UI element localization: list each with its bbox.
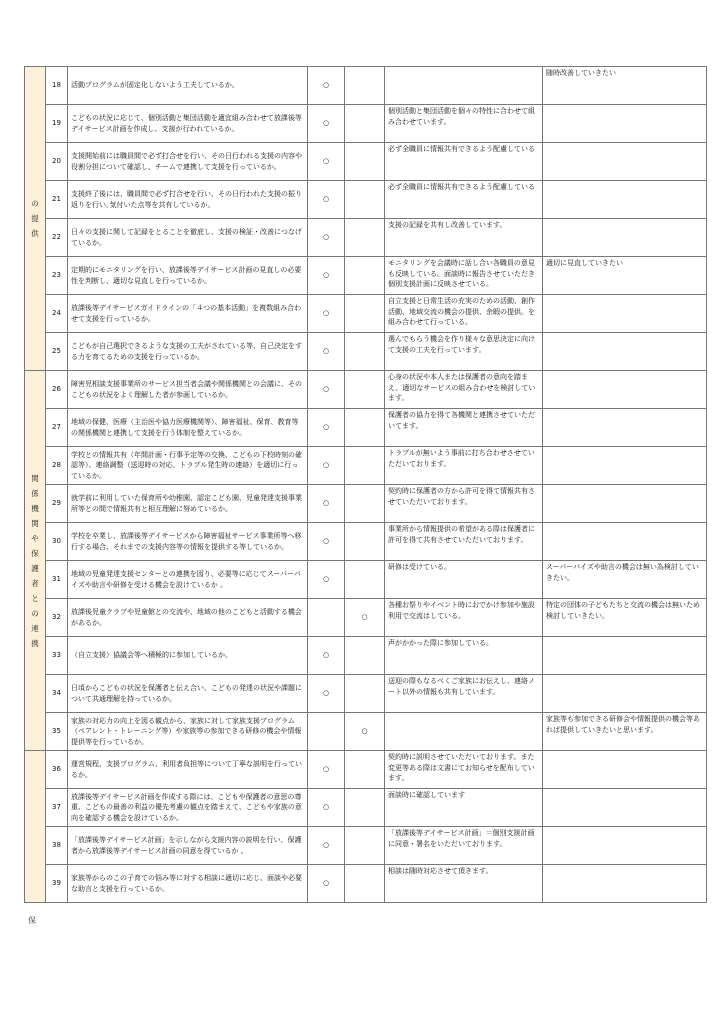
item-text: こどもが自己選択できるような支援の工夫がされている等、自己決定をする力を育てるための支援を行っているか。: [68, 333, 308, 371]
status-note: 必ず全職員に情報共有できるよう配慮している: [385, 181, 543, 219]
no-mark: ○: [345, 713, 385, 751]
status-note: 送迎の際もなるべくご家族にお伝えし、連絡ノート以外の情報も共有しています。: [385, 675, 543, 713]
improvement-note: [543, 485, 707, 523]
improvement-note: [543, 523, 707, 561]
item-text: 家族の対応力の向上を図る観点から、家族に対して家族支援プログラム（ペアレント・トレーニング等）や家族等の参加できる研修の機会や情報提供等を行っているか。: [68, 713, 308, 751]
row-number: 36: [46, 751, 68, 789]
yes-mark: ○: [308, 865, 345, 903]
category-cell-top: [25, 67, 46, 371]
table-row: [25, 637, 707, 675]
table-body: [25, 67, 707, 903]
category-fragment-bottom: 保: [28, 916, 36, 925]
item-text: 地域の児童発達支援センターとの連携を図り、必要等に応じてスーパーバイズや助言や研修を受ける機会を設けているか 。: [68, 561, 308, 599]
category-label: 関係機関や保護者との連携: [31, 473, 39, 648]
yes-mark: [308, 599, 345, 637]
status-note: 個別活動と集団活動を個々の特性に合わせて組み合わせています。: [385, 105, 543, 143]
improvement-note: [543, 827, 707, 865]
item-text: 日々の支援に関して記録をとることを徹底し、支援の検証・改善につなげているか。: [68, 219, 308, 257]
yes-mark: ○: [308, 637, 345, 675]
table-row: [25, 371, 707, 409]
category-cell-middle: [25, 371, 46, 751]
improvement-note: [543, 295, 707, 333]
status-note: 選んでもらう機会を作り様々な意思決定に向けて支援の工夫を行っています。: [385, 333, 543, 371]
table-row: [25, 599, 707, 637]
status-note: 保護者の協力を得て各機関と連携させていただいてます。: [385, 409, 543, 447]
item-text: 放課後等デイサービスガイドラインの「４つの基本活動」を複数組み合わせて支援を行っているか。: [68, 295, 308, 333]
improvement-note: [543, 143, 707, 181]
status-note: 契約時に説明させていただいております。また変更等ある際は文書にてお知らせを配布しています。: [385, 751, 543, 789]
row-number: 30: [46, 523, 68, 561]
row-number: 39: [46, 865, 68, 903]
item-text: 学校を卒業し、放課後等デイサービスから障害福祉サービス事業所等へ移行する場合、それまでの支援内容等の情報を提供する等しているか。: [68, 523, 308, 561]
improvement-note: [543, 789, 707, 827]
category-cell-bottom: [25, 751, 46, 903]
no-mark: [345, 865, 385, 903]
improvement-note: [543, 865, 707, 903]
improvement-note: 随時改善していきたい: [543, 67, 707, 105]
table-row: [25, 827, 707, 865]
yes-mark: ○: [308, 181, 345, 219]
status-note: 支援の記録を共有し改善しています。: [385, 219, 543, 257]
table-row: [25, 713, 707, 751]
row-number: 32: [46, 599, 68, 637]
item-text: 障害児相談支援事業所のサービス担当者会議や関係機関との会議に、そのこどもの状況をよく理解した者が参画しているか。: [68, 371, 308, 409]
improvement-note: [543, 409, 707, 447]
yes-mark: ○: [308, 789, 345, 827]
status-note: [385, 67, 543, 105]
improvement-note: [543, 447, 707, 485]
improvement-note: [543, 105, 707, 143]
no-mark: [345, 67, 385, 105]
table-row: [25, 67, 707, 105]
row-number: 23: [46, 257, 68, 295]
improvement-note: [543, 751, 707, 789]
row-number: 35: [46, 713, 68, 751]
no-mark: [345, 561, 385, 599]
item-text: （自立支援）協議会等へ積極的に参加しているか。: [68, 637, 308, 675]
yes-mark: ○: [308, 447, 345, 485]
table-row: [25, 447, 707, 485]
row-number: 33: [46, 637, 68, 675]
table-row: [25, 333, 707, 371]
status-note: 相談は随時対応させて頂きます。: [385, 865, 543, 903]
no-mark: [345, 371, 385, 409]
yes-mark: ○: [308, 257, 345, 295]
yes-mark: [308, 713, 345, 751]
improvement-note: [543, 219, 707, 257]
table-row: [25, 485, 707, 523]
table-row: [25, 257, 707, 295]
item-text: 放課後児童クラブや児童館との交流や、地域の他のこどもと活動する機会があるか。: [68, 599, 308, 637]
status-note: 声がかかった際に参加している。: [385, 637, 543, 675]
item-text: 運営規程、支援プログラム、利用者負担等について丁寧な説明を行っているか。: [68, 751, 308, 789]
yes-mark: ○: [308, 827, 345, 865]
yes-mark: ○: [308, 523, 345, 561]
category-label: の提供: [31, 199, 39, 238]
no-mark: [345, 637, 385, 675]
improvement-note: 特定の団体の子どもたちと交流の機会は無いため検討していきたい。: [543, 599, 707, 637]
yes-mark: ○: [308, 105, 345, 143]
item-text: 支援開始前には職員間で必ず打合せを行い、その日行われる支援の内容や役割分担について確認し、チームで連携して支援を行っているか。: [68, 143, 308, 181]
status-note: 面談時に確認しています: [385, 789, 543, 827]
table-row: [25, 561, 707, 599]
item-text: こどもの状況に応じて、個別活動と集団活動を適宜組み合わせて放課後等デイサービス計画を作成し、支援が行われているか。: [68, 105, 308, 143]
no-mark: [345, 827, 385, 865]
yes-mark: ○: [308, 409, 345, 447]
item-text: 地域の保健、医療（主治医や協力医療機関等）、障害福祉、保育、教育等の関係機関と連携して支援を行う体制を整えているか。: [68, 409, 308, 447]
yes-mark: ○: [308, 295, 345, 333]
item-text: 支援終了後には、職員間で必ず打合せを行い、その日行われた支援の振り返りを行い､気付いた点等を共有しているか。: [68, 181, 308, 219]
status-note: 契約時に保護者の方から許可を得て情報共有させていただいております。: [385, 485, 543, 523]
no-mark: [345, 295, 385, 333]
table-row: [25, 675, 707, 713]
table-row: [25, 409, 707, 447]
improvement-note: スーパーバイズや助言の機会は無い為検討していきたい。: [543, 561, 707, 599]
status-note: 研修は受けている。: [385, 561, 543, 599]
status-note: 事業所から情報提供の希望がある際は保護者に許可を得て共有させていただいております。: [385, 523, 543, 561]
row-number: 24: [46, 295, 68, 333]
item-text: 学校との情報共有（年間計画・行事予定等の交換、こどもの下校時刻の確認等）、連絡調整（送迎時の対応、トラブル発生時の連絡）を適切に行っているか。: [68, 447, 308, 485]
item-text: 定期的にモニタリングを行い、放課後等デイサービス計画の見直しの必要性を判断し、適切な見直しを行っているか。: [68, 257, 308, 295]
improvement-note: [543, 371, 707, 409]
row-number: 34: [46, 675, 68, 713]
status-note: 心身の状況や本人または保護者の意向を踏まえ、適切なサービスの組み合わせを検討しています。: [385, 371, 543, 409]
table-row: [25, 523, 707, 561]
yes-mark: ○: [308, 751, 345, 789]
table-row: [25, 219, 707, 257]
improvement-note: 適切に見直していきたい: [543, 257, 707, 295]
row-number: 19: [46, 105, 68, 143]
item-text: 活動プログラムが固定化しないよう工夫しているか。: [68, 67, 308, 105]
row-number: 31: [46, 561, 68, 599]
table-row: [25, 295, 707, 333]
yes-mark: ○: [308, 485, 345, 523]
yes-mark: ○: [308, 333, 345, 371]
yes-mark: ○: [308, 561, 345, 599]
no-mark: [345, 105, 385, 143]
row-number: 27: [46, 409, 68, 447]
item-text: 就学前に利用していた保育所や幼稚園、認定こども園、児童発達支援事業所等との間で情報共有と相互理解に努めているか。: [68, 485, 308, 523]
no-mark: [345, 219, 385, 257]
row-number: 22: [46, 219, 68, 257]
no-mark: [345, 143, 385, 181]
status-note: [385, 713, 543, 751]
row-number: 20: [46, 143, 68, 181]
improvement-note: [543, 181, 707, 219]
row-number: 26: [46, 371, 68, 409]
evaluation-table: [24, 66, 707, 903]
row-number: 21: [46, 181, 68, 219]
no-mark: ○: [345, 599, 385, 637]
row-number: 18: [46, 67, 68, 105]
item-text: 放課後等デイサービス計画を作成する際には、こどもや保護者の意思の尊重、こどもの最善の利益の優先考慮の観点を踏まえて、こどもや家族の意向を確認する機会を設けているか。: [68, 789, 308, 827]
status-note: 「放課後等デイサービス計画」＝個別支援計画に同意・署名をいただいております。: [385, 827, 543, 865]
row-number: 38: [46, 827, 68, 865]
no-mark: [345, 409, 385, 447]
no-mark: [345, 751, 385, 789]
no-mark: [345, 447, 385, 485]
item-text: 日頃からこどもの状況を保護者と伝え合い、こどもの発達の状況や課題について共通理解を持っているか。: [68, 675, 308, 713]
row-number: 25: [46, 333, 68, 371]
status-note: 自立支援と日常生活の充実のための活動、創作活動、地域交流の機会の提供、余暇の提供。を組み合わせて行っている。: [385, 295, 543, 333]
yes-mark: ○: [308, 143, 345, 181]
status-note: トラブルが無いよう事前に打ち合わせさせていただいております。: [385, 447, 543, 485]
improvement-note: 家族等も参加できる研修会や情報提供の機会等あれば提供していきたいと思います。: [543, 713, 707, 751]
no-mark: [345, 485, 385, 523]
no-mark: [345, 257, 385, 295]
yes-mark: ○: [308, 219, 345, 257]
no-mark: [345, 675, 385, 713]
status-note: 必ず全職員に情報共有できるよう配慮している: [385, 143, 543, 181]
status-note: 各種お祭りやイベント時におでかけ参加や施設利用で交流はしている。: [385, 599, 543, 637]
no-mark: [345, 181, 385, 219]
yes-mark: ○: [308, 67, 345, 105]
item-text: 家族等からのこの子育ての悩み等に対する相談に適切に応じ、面談や必要な助言と支援を行っているか。: [68, 865, 308, 903]
yes-mark: ○: [308, 371, 345, 409]
table-row: [25, 143, 707, 181]
no-mark: [345, 333, 385, 371]
no-mark: [345, 523, 385, 561]
no-mark: [345, 789, 385, 827]
row-number: 29: [46, 485, 68, 523]
table-row: [25, 789, 707, 827]
row-number: 28: [46, 447, 68, 485]
table-row: [25, 105, 707, 143]
improvement-note: [543, 675, 707, 713]
table-row: [25, 865, 707, 903]
table-row: [25, 751, 707, 789]
row-number: 37: [46, 789, 68, 827]
item-text: 「放課後等デイサービス計画」を示しながら支援内容の説明を行い、保護者から放課後等デイサービス計画の同意を得ているか 。: [68, 827, 308, 865]
improvement-note: [543, 637, 707, 675]
status-note: モニタリングを会議時に話し合い各職員の意見も反映している。面談時に報告させていただき個別支援計画に反映させている。: [385, 257, 543, 295]
improvement-note: [543, 333, 707, 371]
yes-mark: ○: [308, 675, 345, 713]
table-row: [25, 181, 707, 219]
